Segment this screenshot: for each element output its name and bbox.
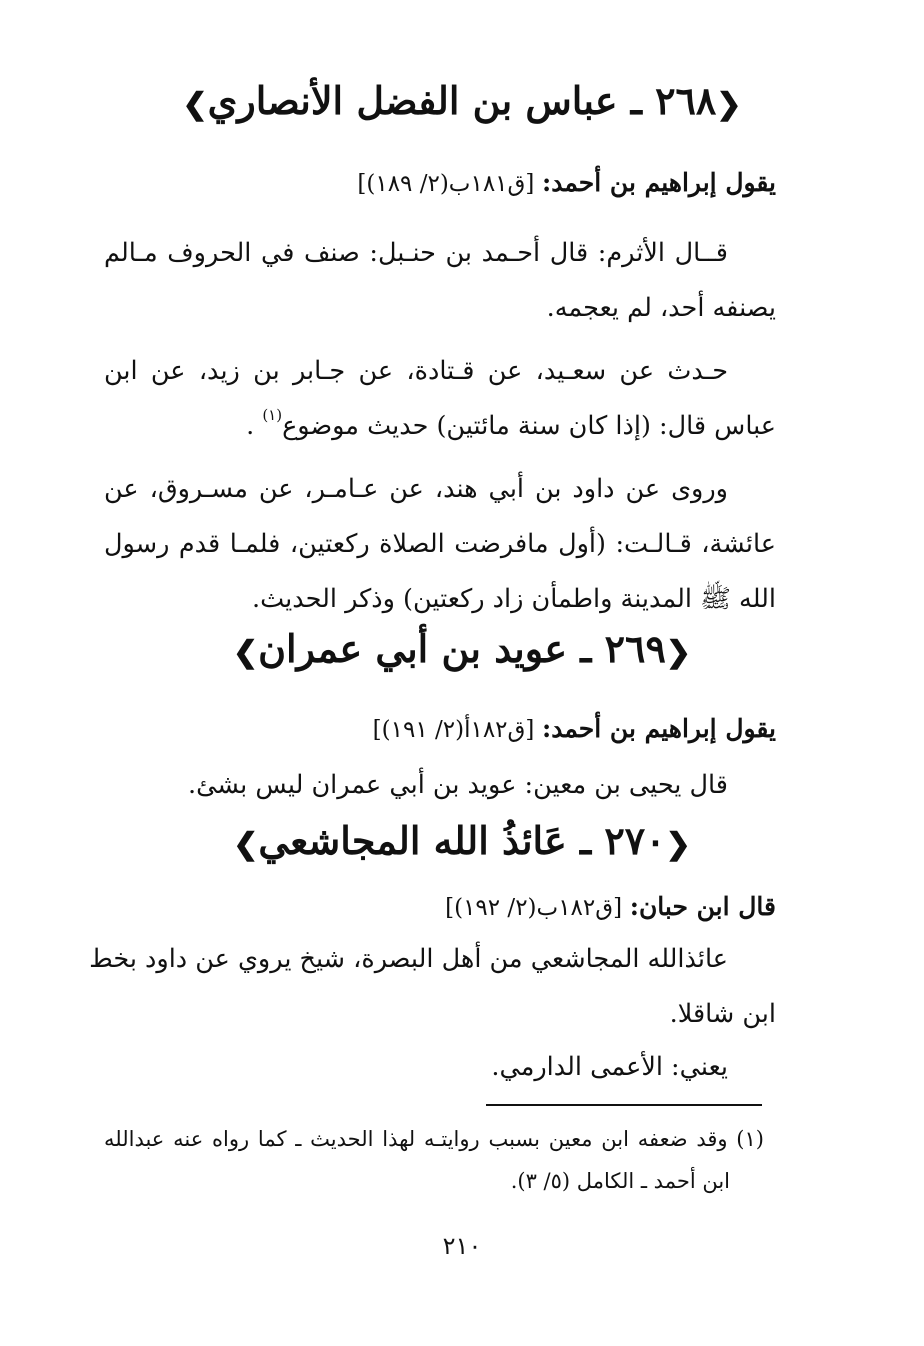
source-reference: [ق١٨١ب(٢/ ١٨٩)] bbox=[357, 171, 535, 197]
ornament-icon: ❮ bbox=[716, 87, 742, 122]
entry-268-paragraph-2: حـدث عن سعـيد، عن قـتادة، عن جـابر بن زيد، عن ابن عباس قال: (إذا كان سنة مائتين) حديث موضوع$^{(١)}$ . bbox=[104, 356, 776, 441]
ornament-icon: ❮ bbox=[665, 827, 691, 862]
source-author: قال ابن حبان: bbox=[629, 892, 776, 921]
entry-270-title: ❮٢٧٠ ـ عَائذُ الله المجاشعي❯ bbox=[233, 818, 691, 863]
entry-270-paragraph-1: عائذالله المجاشعي من أهل البصرة، شيخ يروي عن داود بخط ابن شاقلا. bbox=[89, 944, 776, 1029]
ornament-icon: ❯ bbox=[233, 827, 259, 862]
entry-268-source bbox=[357, 168, 776, 197]
source-author: يقول إبراهيم بن أحمد: bbox=[542, 168, 776, 197]
entry-269-title: ❮٢٦٩ ـ عويد بن أبي عمران❯ bbox=[232, 626, 691, 671]
page-number: ٢١٠ bbox=[442, 1232, 482, 1260]
ornament-icon: ❯ bbox=[232, 635, 259, 670]
entry-268-title: ❮٢٦٨ ـ عباس بن الفضل الأنصاري❯ bbox=[182, 78, 742, 123]
entry-269-source bbox=[373, 714, 776, 743]
source-reference: [ق١٨٢ب(٢/ ١٩٢)] bbox=[445, 895, 623, 921]
source-reference: [ق١٨٢أ(٢/ ١٩١)] bbox=[372, 717, 535, 743]
entry-270-paragraph-2: يعني: الأعمى الدارمي. bbox=[491, 1052, 728, 1082]
ornament-icon: ❯ bbox=[182, 87, 208, 122]
footnote-separator bbox=[486, 1104, 762, 1106]
footnote-marker: (١) bbox=[262, 406, 283, 424]
footnote: (١) وقد ضعفه ابن معين بسبب روايتـه لهذا الحديث ـ كما رواه عنه عبدالله ابن أحمد ـ الكامل (٥/ ٣). bbox=[104, 1127, 764, 1193]
entry-268-paragraph-1: قــال الأثرم: قال أحـمد بن حنـبل: صنف في الحروف مـالم يصنفه أحد، لم يعجمه. bbox=[104, 238, 776, 323]
source-author: يقول إبراهيم بن أحمد: bbox=[542, 714, 776, 743]
entry-268-paragraph-3: وروى عن داود بن أبي هند، عن عـامـر، عن مسـروق، عن عائشة، قـالـت: (أول مافرضت الصلاة ركعتين، فلمـا قدم رسول الله ﷺ المدينة واطمأن زاد ركعتين) وذكر الحديث. bbox=[104, 474, 776, 614]
entry-269-paragraph-1: قال يحيى بن معين: عويد بن أبي عمران ليس بشئ. bbox=[188, 770, 728, 800]
ornament-icon: ❮ bbox=[665, 635, 691, 670]
entry-270-source bbox=[445, 892, 776, 921]
